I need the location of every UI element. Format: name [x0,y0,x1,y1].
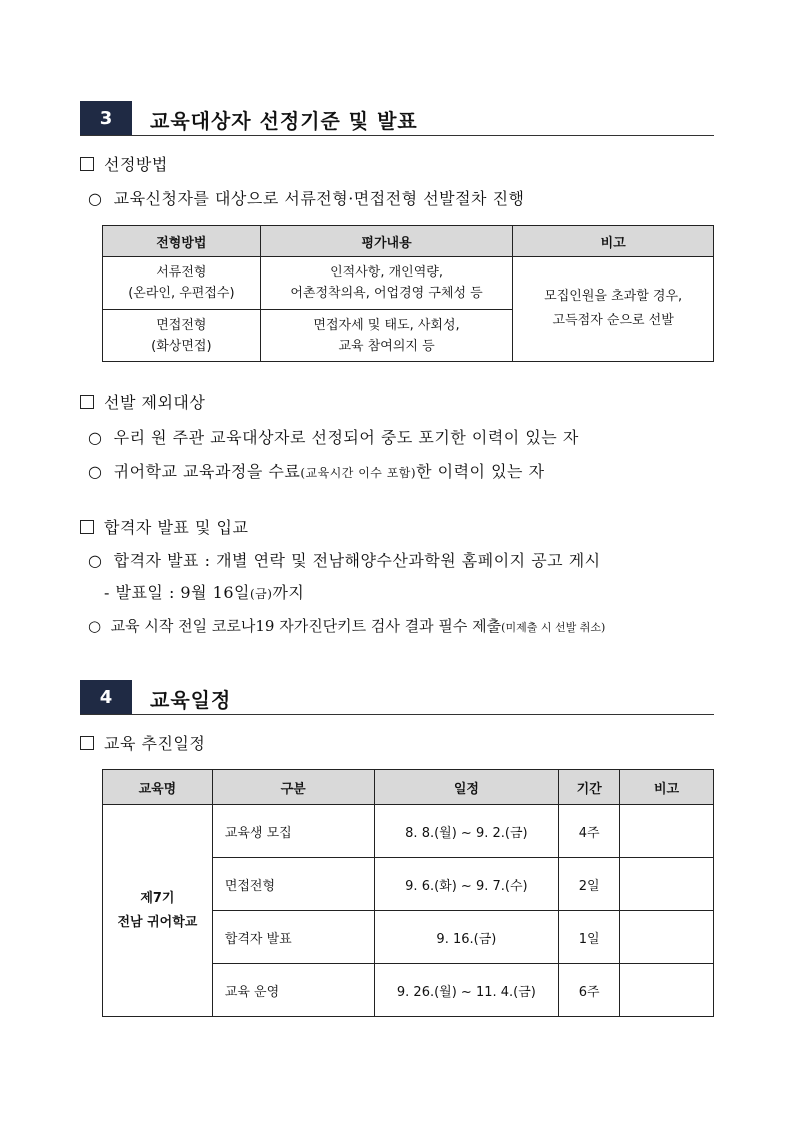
header-cell: 비고 [513,226,714,257]
table-row [103,805,714,858]
method-cell: 서류전형 (온라인, 우편접수) [103,257,261,310]
circle-bullet-icon: ○ [88,462,103,481]
circle-bullet-icon: ○ [88,617,102,635]
header-cell: 기간 [559,770,620,805]
note-cell: 모집인원을 초과할 경우, 고득점자 순으로 선발 [513,257,714,362]
content-cell: 면접자세 및 태도, 사회성, 교육 참여의지 등 [260,310,513,362]
method-heading: 선정방법 [80,152,168,175]
period-cell: 1일 [559,911,620,964]
period-cell: 4주 [559,805,620,858]
header-cell: 교육명 [103,770,213,805]
note-cell [620,911,714,964]
note-cell [620,858,714,911]
method-cell: 면접전형 (화상면접) [103,310,261,362]
header-cell: 비고 [620,770,714,805]
announce-date: - 발표일 : 9월 16일(금)까지 [104,583,305,602]
schedule-cell: 9. 6.(화) ~ 9. 7.(수) [374,858,559,911]
selection-table [102,225,714,362]
checkbox-square-icon [80,157,94,171]
section-title: 교육대상자 선정기준 및 발표 [150,109,418,133]
header-cell: 일정 [374,770,559,805]
note-cell [620,805,714,858]
category-cell: 면접전형 [212,858,374,911]
category-cell: 합격자 발표 [212,911,374,964]
section-4-header [80,680,714,715]
schedule-table [102,769,714,1017]
category-cell: 교육생 모집 [212,805,374,858]
announce-line-2: ○ 교육 시작 전일 코로나19 자가진단키트 검사 결과 필수 제출(미제출 시 선발 취소) [88,617,606,635]
content-cell: 인적사항, 개인역량, 어촌정착의욕, 어업경영 구체성 등 [260,257,513,310]
exclusion-heading: 선발 제외대상 [80,390,205,413]
announce-heading: 합격자 발표 및 입교 [80,515,248,538]
circle-bullet-icon: ○ [88,189,103,208]
schedule-cell: 9. 26.(월) ~ 11. 4.(금) [374,964,559,1017]
checkbox-square-icon [80,736,94,750]
checkbox-square-icon [80,395,94,409]
note-cell [620,964,714,1017]
header-cell: 전형방법 [103,226,261,257]
method-line: ○ 교육신청자를 대상으로 서류전형·면접전형 선발절차 진행 [88,189,525,208]
section-number: 4 [80,680,132,714]
section-3-header [80,101,714,136]
circle-bullet-icon: ○ [88,551,103,570]
checkbox-square-icon [80,520,94,534]
period-cell: 2일 [559,858,620,911]
period-cell: 6주 [559,964,620,1017]
course-name-cell: 제7기 전남 귀어학교 [103,805,213,1017]
announce-line-1: ○ 합격자 발표 : 개별 연락 및 전남해양수산과학원 홈페이지 공고 게시 [88,551,601,570]
schedule-heading: 교육 추진일정 [80,731,205,754]
category-cell: 교육 운영 [212,964,374,1017]
section-title: 교육일정 [150,688,232,712]
circle-bullet-icon: ○ [88,428,103,447]
schedule-cell: 8. 8.(월) ~ 9. 2.(금) [374,805,559,858]
exclusion-line-2: ○ 귀어학교 교육과정을 수료(교육시간 이수 포함)한 이력이 있는 자 [88,462,545,481]
schedule-cell: 9. 16.(금) [374,911,559,964]
header-cell: 평가내용 [260,226,513,257]
exclusion-line-1: ○ 우리 원 주관 교육대상자로 선정되어 중도 포기한 이력이 있는 자 [88,428,579,447]
header-cell: 구분 [212,770,374,805]
section-number: 3 [80,101,132,135]
